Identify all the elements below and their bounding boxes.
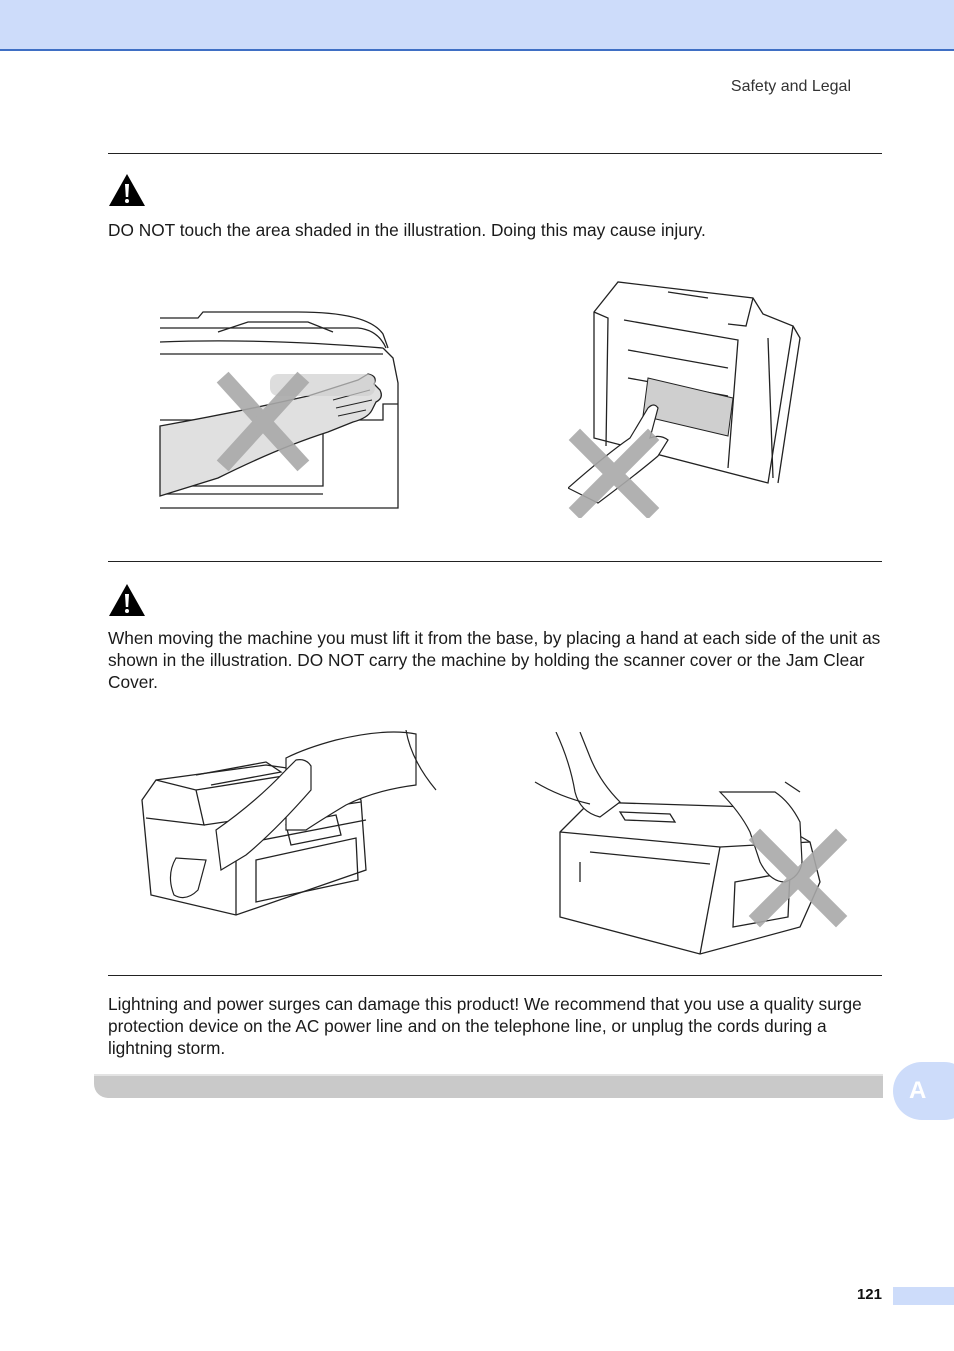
warning-text-1: DO NOT touch the area shaded in the illustration. Doing this may cause injury. — [108, 220, 706, 240]
appendix-tab — [893, 1062, 954, 1120]
divider — [108, 153, 882, 154]
page-number-tab — [893, 1287, 954, 1305]
illustration-incorrect-lift — [520, 732, 850, 957]
divider — [108, 561, 882, 562]
illustration-correct-lift — [136, 730, 446, 925]
divider — [108, 975, 882, 976]
page-number: 121 — [856, 1286, 882, 1303]
top-banner — [0, 0, 954, 51]
section-title: Safety and Legal — [730, 78, 851, 95]
section-end-bar — [94, 1074, 883, 1098]
warning-triangle-icon — [108, 173, 146, 207]
warning-text-2: When moving the machine you must lift it from the base, by placing a hand at each side of the unit as shown in the illustration. DO NOT carry the machine by holding the scanner cover or the Jam Clear Cover. — [108, 628, 881, 692]
warning-triangle-icon — [108, 583, 146, 617]
illustration-scanner-hand — [158, 308, 408, 513]
illustration-jam-cover-finger — [568, 278, 804, 518]
note-text: Lightning and power surges can damage this product! We recommend that you use a quality surge protection device on the AC power line and on the telephone line, or unplug the cords during a lightning storm. — [108, 994, 862, 1058]
appendix-tab-letter: A — [909, 1077, 927, 1104]
